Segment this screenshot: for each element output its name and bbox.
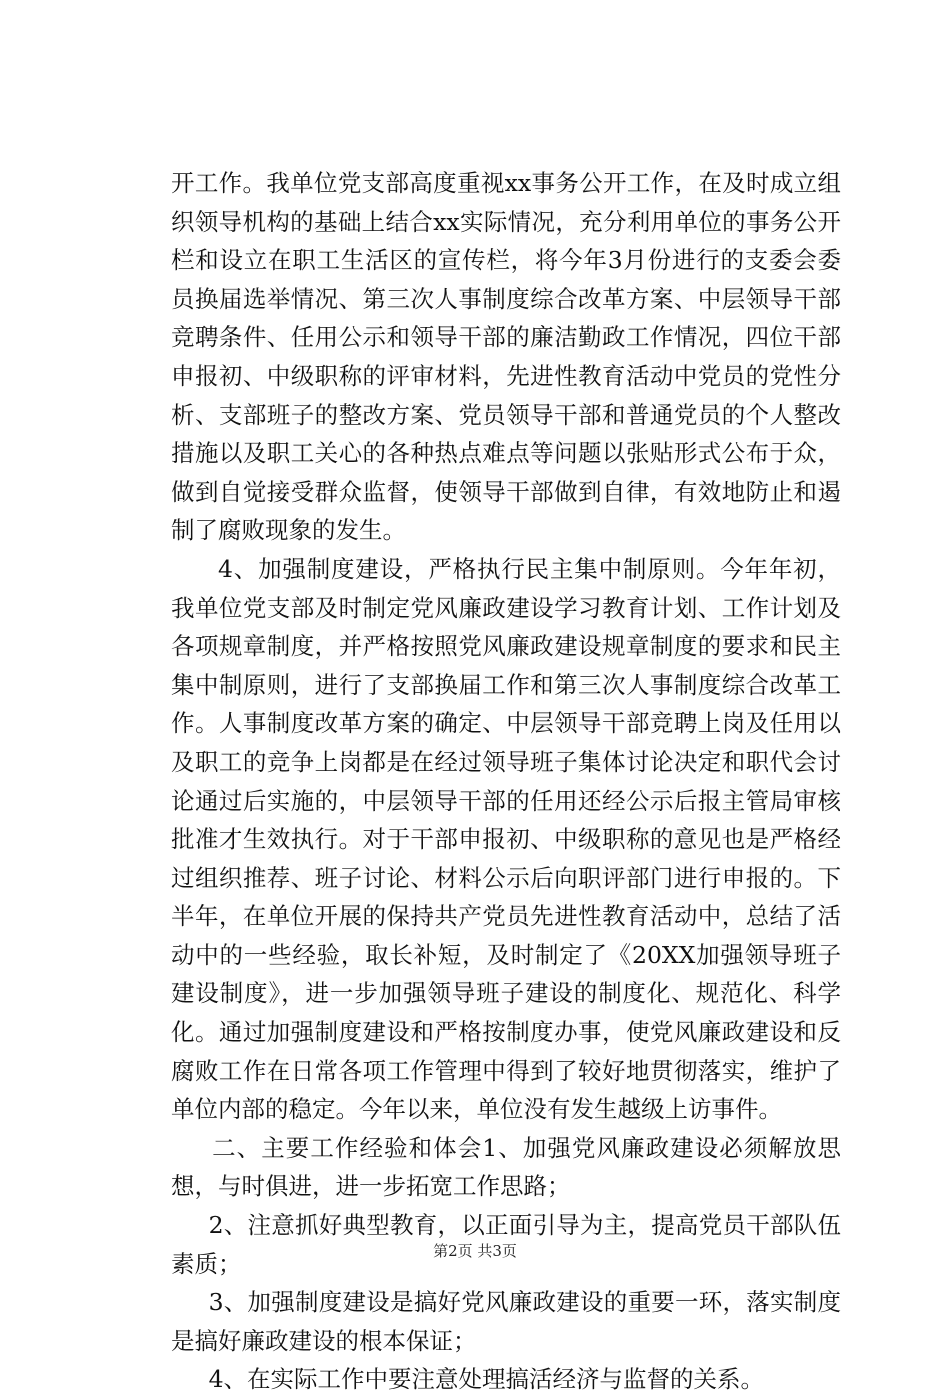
paragraph-experience-2: 2、注意抓好典型教育，以正面引导为主，提高党员干部队伍素质； (171, 1211, 841, 1278)
page-footer: 第2页 共3页 (433, 1242, 517, 1260)
document-body (171, 164, 841, 1399)
paragraph-section-2: 二、主要工作经验和体会1、加强党风廉政建设必须解放思想，与时俱进，进一步拓宽工作思路； (171, 1133, 841, 1201)
paragraph-item-4: 4、加强制度建设，严格执行民主集中制原则。今年年初，我单位党支部及时制定党风廉政建设学习教育计划、工作计划及各项规章制度，并严格按照党风廉政建设规章制度的要求和民主集中制原则，进行了支部换届工作和第三次人事制度综合改革工作。人事制度改革方案的确定、中层领导干部竞聘上岗及任用以及职工的竞争上岗都是在经过领导班子集体讨论决定和职代会讨论通过后实施的，中层领导干部的任用还经公示后报主管局审核批准才生效执行。对于干部申报初、中级职称的意见也是严格经过组织推荐、班子讨论、材料公示后向职评部门进行申报的。下半年，在单位开展的保持共产党员先进性教育活动中，总结了活动中的一些经验，取长补短，及时制定了《20XX加强领导班子建设制度》，进一步加强领导班子建设的制度化、规范化、科学化。通过加强制度建设和严格按制度办事，使党风廉政建设和反腐败工作在日常各项工作管理中得到了较好地贯彻落实，维护了单位内部的稳定。今年以来，单位没有发生越级上访事件。 (171, 554, 841, 1124)
paragraph-experience-4: 4、在实际工作中要注意处理搞活经济与监督的关系。 (208, 1365, 765, 1394)
paragraph-continuation: 开工作。我单位党支部高度重视xx事务公开工作，在及时成立组织领导机构的基础上结合xx实际情况，充分利用单位的事务公开栏和设立在职工生活区的宣传栏，将今年3月份进行的支委会委员换届选举情况、第三次人事制度综合改革方案、中层领导干部竞聘条件、任用公示和领导干部的廉洁勤政工作情况，四位干部申报初、中级职称的评审材料，先进性教育活动中党员的党性分析、支部班子的整改方案、党员领导干部和普通党员的个人整改措施以及职工关心的各种热点难点等问题以张贴形式公布于众，做到自觉接受群众监督，使领导干部做到自律，有效地防止和遏制了腐败现象的发生。 (171, 169, 841, 545)
paragraph-experience-3: 3、加强制度建设是搞好党风廉政建设的重要一环，落实制度是搞好廉政建设的根本保证； (171, 1288, 841, 1355)
